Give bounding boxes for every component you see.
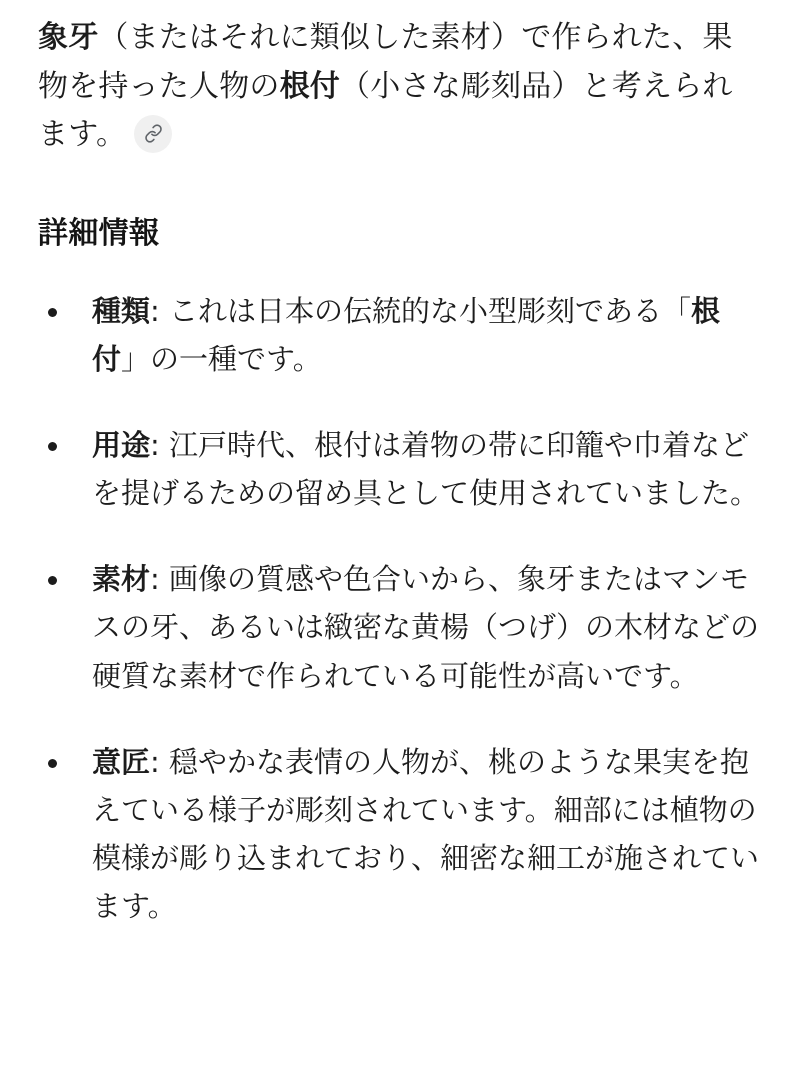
list-item-term: 用途 xyxy=(92,428,151,463)
list-item-separator: : xyxy=(150,744,170,779)
bullet-icon xyxy=(48,759,57,768)
bullet-icon xyxy=(48,308,57,317)
bullet-icon xyxy=(48,442,57,451)
intro-highlight-term: 根付 xyxy=(279,68,341,104)
list-item xyxy=(38,555,761,699)
list-item xyxy=(38,738,761,931)
list-item-separator: : xyxy=(150,293,170,328)
list-item-body-emphasis: 根付 xyxy=(92,293,721,376)
list-item-body-pre: 画像の質感や色合いから、象牙またはマンモスの牙、あるいは緻密な黄楊（つげ）の木材などの硬質な素材で作られている可能性が高いです。 xyxy=(92,562,760,693)
list-item-term: 素材 xyxy=(92,562,151,597)
list-item-term: 意匠 xyxy=(92,744,151,779)
detail-list xyxy=(38,287,761,930)
intro-lead-term: 象牙 xyxy=(38,20,99,55)
bullet-icon xyxy=(48,576,57,585)
list-item-term: 種類 xyxy=(92,293,151,328)
intro-text-part-2: （小さな彫刻品）と考えられます。 xyxy=(38,68,733,153)
list-item xyxy=(38,287,761,383)
section-title-details: 詳細情報 xyxy=(38,215,160,251)
list-item-separator: : xyxy=(150,428,170,463)
intro-text-part-1: （またはそれに類似した素材）で作られた、果物を持った人物の xyxy=(38,20,733,104)
list-item-body-pre: 江戸時代、根付は着物の帯に印籠や巾着などを提げるための留め具として使用されていました。 xyxy=(92,428,760,511)
list-item-body-pre: これは日本の伝統的な小型彫刻である「 xyxy=(169,293,692,328)
list-item xyxy=(38,421,761,517)
intro-paragraph xyxy=(38,14,761,160)
link-icon[interactable] xyxy=(134,115,172,153)
list-item-body-pre: 穏やかな表情の人物が、桃のような果実を抱えている様子が彫刻されています。細部には植物の模様が彫り込まれており、細密な細工が施されています。 xyxy=(92,744,760,924)
list-item-separator: : xyxy=(150,562,170,597)
list-item-body-post: 」の一種です。 xyxy=(121,341,322,376)
